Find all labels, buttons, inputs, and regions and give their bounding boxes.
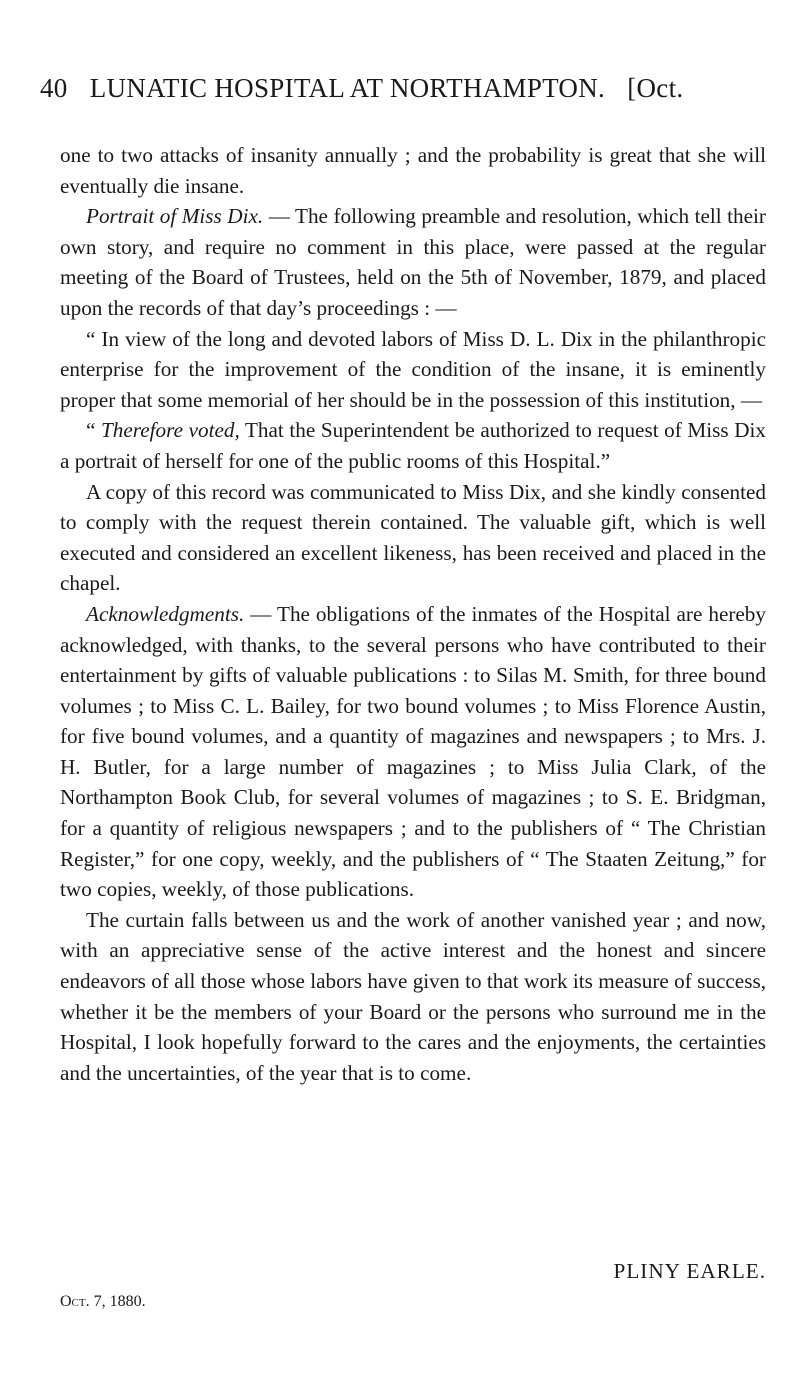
- section-heading-acknowledgments: Acknowledgments.: [86, 601, 245, 626]
- paragraph-resolution-preamble: [60, 324, 766, 416]
- page-number: 40: [40, 73, 68, 103]
- running-head: [40, 72, 780, 104]
- body-text: [60, 140, 766, 1088]
- resolution-lead: Therefore voted,: [101, 418, 240, 443]
- paragraph-text: — The obligations of the inmates of the Hospital are hereby acknowledged, with thanks, to the several persons who have contributed to their entertainment by gifts of valuable publications : to Silas M. Smith, for three bound volumes ; to Miss C. L. Bailey, for two bound volumes ; to Miss Florence Austin, for five bound volumes, and a quantity of magazines and newspapers ; to Mrs. J. H. Butler, for a large number of magazines ; to Miss Julia Clark, of the Northampton Book Club, for several volumes of magazines ; to S. E. Bridgman, for a quantity of religious newspapers ; and to the publishers of “ The Christian Register,” for one copy, weekly, and the publishers of “ The Staaten Zeitung,” for two copies, weekly, of those publications.: [60, 601, 766, 902]
- paragraph-text: “ In view of the long and devoted labors of Miss D. L. Dix in the philanthropic enterprise for the improvement of the condition of the insane, it is eminently proper that some memorial of her should be in the possession of this institution, —: [60, 326, 766, 412]
- paragraph-text: That the Superintendent be authorized to request of Miss Dix a portrait of herself for one of the public rooms of this Hospital.”: [60, 418, 767, 473]
- running-head-bracket: [Oct.: [627, 73, 684, 103]
- paragraph-text: — The following preamble and resolution, which tell their own story, and require no comment in this place, were passed at the regular meeting of the Board of Trustees, held on the 5th of November, 1879, and placed upon the records of that day’s proceedings : —: [60, 204, 766, 320]
- paragraph-text: one to two attacks of insanity annually ; and the probability is great that she will eventually die insane.: [60, 143, 766, 198]
- dateline: Oct. 7, 1880.: [60, 1293, 146, 1310]
- paragraph-lead-in: “: [86, 418, 101, 443]
- paragraph-text: The curtain falls between us and the work of another vanished year ; and now, with an appreciative sense of the active interest and the honest and sincere endeavors of all those whose labors have given to that work its measure of success, whether it be the members of your Board or the persons who surround me in the Hospital, I look hopefully forward to the cares and the enjoyments, the certainties and the uncertainties, of the year that is to come.: [60, 907, 766, 1085]
- paragraph-closing: [60, 905, 766, 1089]
- paragraph-portrait: [60, 201, 766, 323]
- signature: PLINY EARLE.: [613, 1259, 766, 1283]
- paragraph-resolution-vote: [60, 415, 766, 476]
- paragraph-text: A copy of this record was communicated to Miss Dix, and she kindly consented to comply with the request therein contained. The valuable gift, which is well executed and considered an excellent likeness, has been received and placed in the chapel.: [60, 479, 766, 596]
- paragraph-continuation: [60, 140, 766, 201]
- paragraph-acknowledgments: [60, 599, 766, 905]
- running-title: LUNATIC HOSPITAL AT NORTHAMPTON.: [89, 73, 606, 103]
- section-heading-portrait: Portrait of Miss Dix.: [86, 204, 264, 229]
- paragraph-portrait-received: [60, 477, 766, 599]
